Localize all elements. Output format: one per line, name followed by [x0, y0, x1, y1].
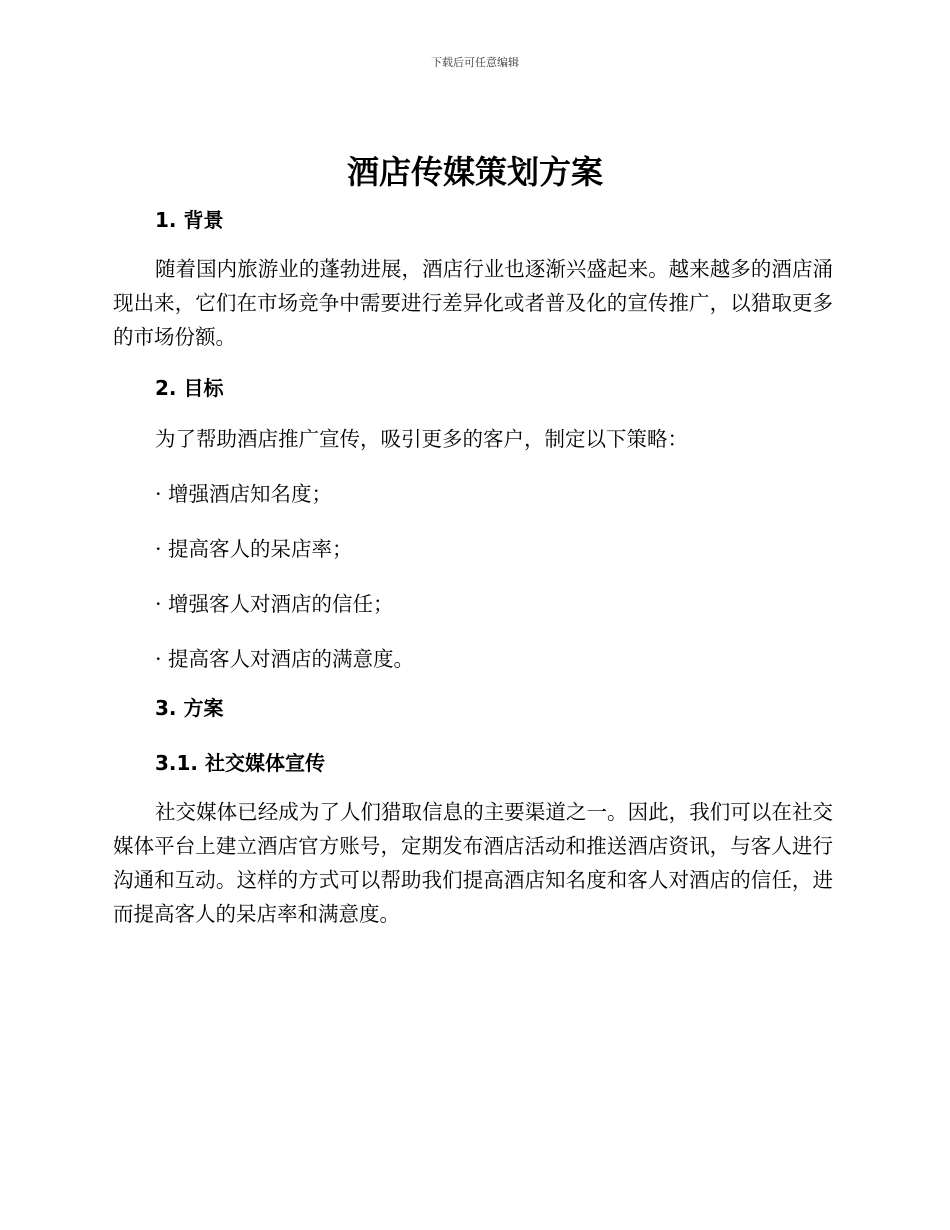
page-header-note: 下载后可任意编辑: [431, 56, 519, 69]
section-heading-goal: 2. 目标: [155, 376, 224, 400]
goal-item: · 增强客人对酒店的信任；: [155, 592, 394, 616]
social-media-paragraph: 社交媒体已经成为了人们猎取信息的主要渠道之一。因此，我们可以在社交媒体平台上建立酒店官方账号，定期发布酒店活动和推送酒店资讯，与客人进行沟通和互动。这样的方式可以帮助我们提高酒店知名度和客人对酒店的信任，进而提高客人的呆店率和满意度。: [113, 800, 833, 926]
goal-intro: 为了帮助酒店推广宣传，吸引更多的客户，制定以下策略：: [155, 427, 688, 451]
subsection-heading-social-media: 3.1. 社交媒体宣传: [155, 751, 325, 775]
document-title: 酒店传媒策划方案: [346, 153, 603, 191]
section-heading-background: 1. 背景: [155, 208, 224, 232]
goal-item: · 提高客人的呆店率；: [155, 537, 353, 561]
background-paragraph: 随着国内旅游业的蓬勃进展，酒店行业也逐渐兴盛起来。越来越多的酒店涌现出来，它们在市场竞争中需要进行差异化或者普及化的宣传推广，以猎取更多的市场份额。: [113, 257, 833, 349]
document-body: [113, 198, 833, 931]
goal-item: · 提高客人对酒店的满意度。: [155, 647, 415, 671]
goal-item: · 增强酒店知名度；: [155, 482, 333, 506]
section-heading-plan: 3. 方案: [155, 696, 224, 720]
